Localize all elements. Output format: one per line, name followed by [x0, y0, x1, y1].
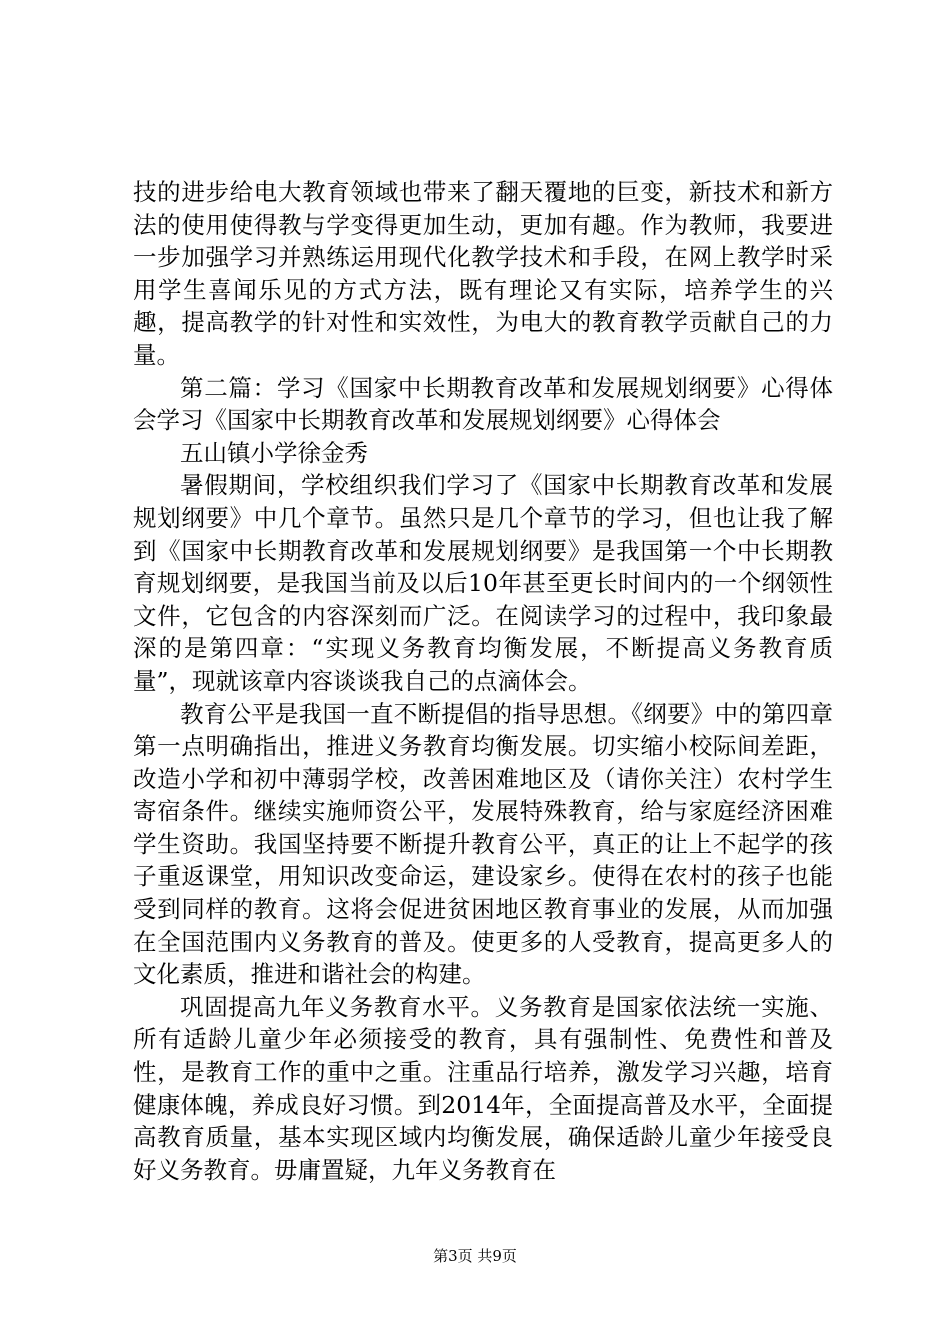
paragraph-compulsory-education: 巩固提高九年义务教育水平。义务教育是国家依法统一实施、所有适龄儿童少年必须接受的教育，具有强制性、免费性和普及性，是教育工作的重中之重。注重品行培养，激发学习兴趣，培育健康体魄，养成良好习惯。到2014年，全面提高普及水平，全面提高教育质量，基本实现区域内均衡发展，确保适龄儿童少年接受良好义务教育。毋庸置疑，九年义务教育在	[133, 992, 833, 1184]
document-body	[133, 176, 833, 1186]
page-number: 第3页 共9页	[433, 1247, 517, 1265]
paragraph-intro: 暑假期间，学校组织我们学习了《国家中长期教育改革和发展规划纲要》中几个章节。虽然只是几个章节的学习，但也让我了解到《国家中长期教育改革和发展规划纲要》是我国第一个中长期教育规划纲要，是我国当前及以后10年甚至更长时间内的一个纲领性文件，它包含的内容深刻而广泛。在阅读学习的过程中，我印象最深的是第四章：“实现义务教育均衡发展，不断提高义务教育质量”，现就该章内容谈谈我自己的点滴体会。	[133, 471, 833, 695]
section-heading: 第二篇：学习《国家中长期教育改革和发展规划纲要》心得体会学习《国家中长期教育改革和发展规划纲要》心得体会	[133, 373, 833, 435]
author-line: 五山镇小学徐金秀	[180, 438, 368, 467]
paragraph-continuation: 技的进步给电大教育领域也带来了翻天覆地的巨变，新技术和新方法的使用使得教与学变得更加生动，更加有趣。作为教师，我要进一步加强学习并熟练运用现代化教学技术和手段，在网上教学时采用学生喜闻乐见的方式方法，既有理论又有实际，培养学生的兴趣，提高教学的针对性和实效性，为电大的教育教学贡献自己的力量。	[133, 178, 833, 369]
paragraph-equity: 教育公平是我国一直不断提倡的指导思想。《纲要》中的第四章第一点明确指出，推进义务教育均衡发展。切实缩小校际间差距，改造小学和初中薄弱学校，改善困难地区及（请你关注）农村学生寄宿条件。继续实施师资公平，发展特殊教育，给与家庭经济困难学生资助。我国坚持要不断提升教育公平，真正的让上不起学的孩子重返课堂，用知识改变命运，建设家乡。使得在农村的孩子也能受到同样的教育。这将会促进贫困地区教育事业的发展，从而加强在全国范围内义务教育的普及。使更多的人受教育，提高更多人的文化素质，推进和谐社会的构建。	[133, 699, 833, 989]
